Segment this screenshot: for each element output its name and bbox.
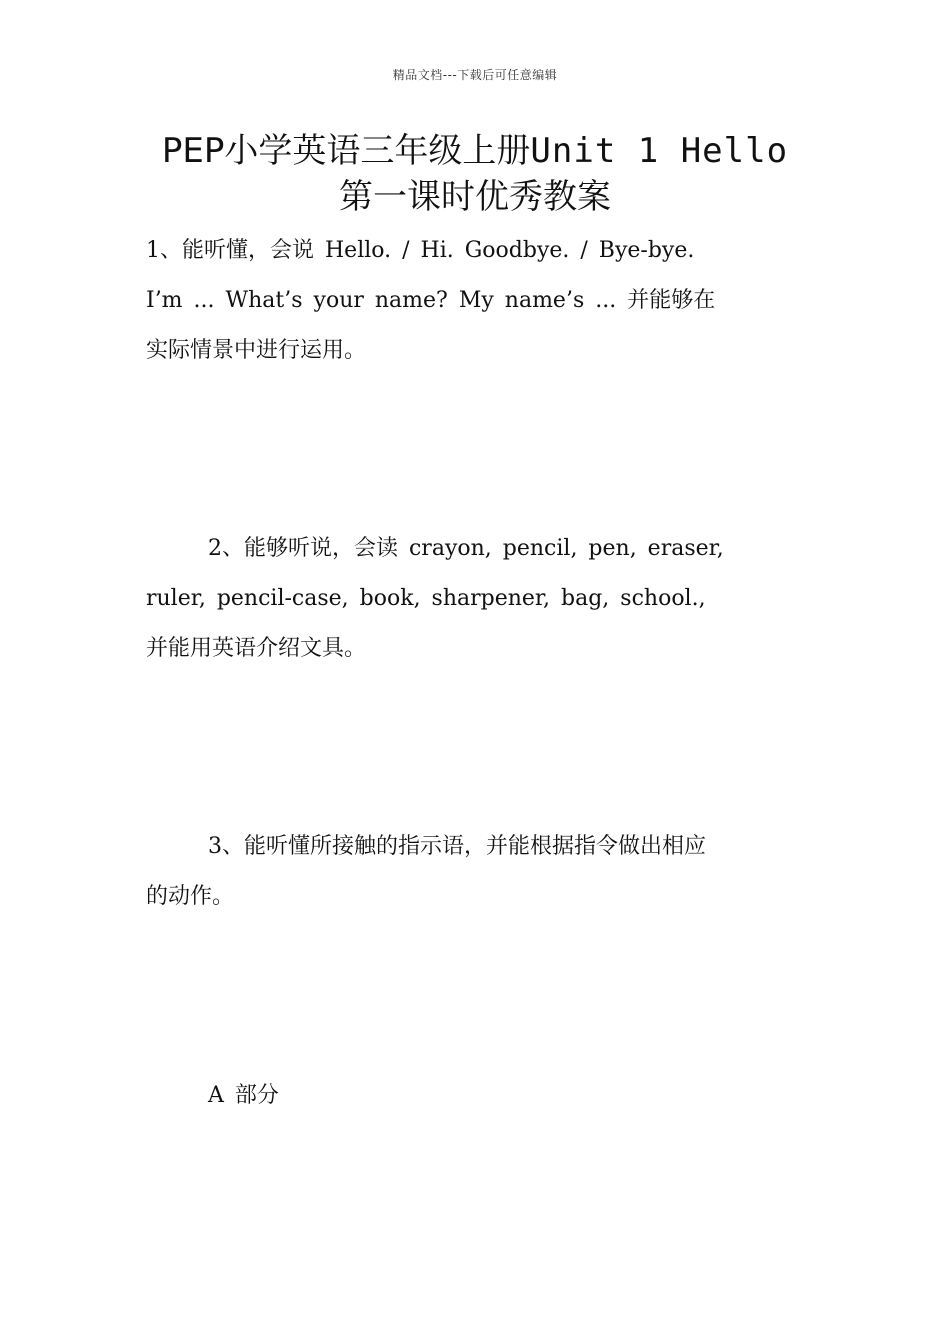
objective-1 [146,226,806,376]
title-cn-part: PEP小学英语三年级上册 [161,131,531,171]
section-a-label: A 部分 [208,1083,279,1108]
objective-2-line-2: ruler, pencil-case, book, sharpener, bag, school., [146,586,706,611]
objective-2 [146,524,806,674]
title-en-part: Unit 1 Hello [530,131,789,171]
objective-1-line-2: I’m ... What’s your name? My name’s ... 并能够在 [146,288,716,313]
page-title [100,128,850,220]
objective-2-line-3: 并能用英语介绍文具。 [146,636,367,661]
objective-3 [146,822,806,922]
header-note: 精品文档---下载后可任意编辑 [392,68,558,82]
objective-3-line-1: 3、能听懂所接触的指示语，并能根据指令做出相应 [208,834,706,859]
objective-2-line-1: 2、能够听说，会读 crayon, pencil, pen, eraser, [208,536,724,561]
section-a-heading [146,1071,806,1121]
objective-1-line-1: 1、能听懂，会说 Hello. / Hi. Goodbye. / Bye-bye. [146,238,695,263]
objective-1-line-3: 实际情景中进行运用。 [146,338,367,363]
objective-3-line-2: 的动作。 [146,884,235,909]
title-line-2: 第一课时优秀教案 [339,177,611,217]
title-line-1 [100,128,850,174]
